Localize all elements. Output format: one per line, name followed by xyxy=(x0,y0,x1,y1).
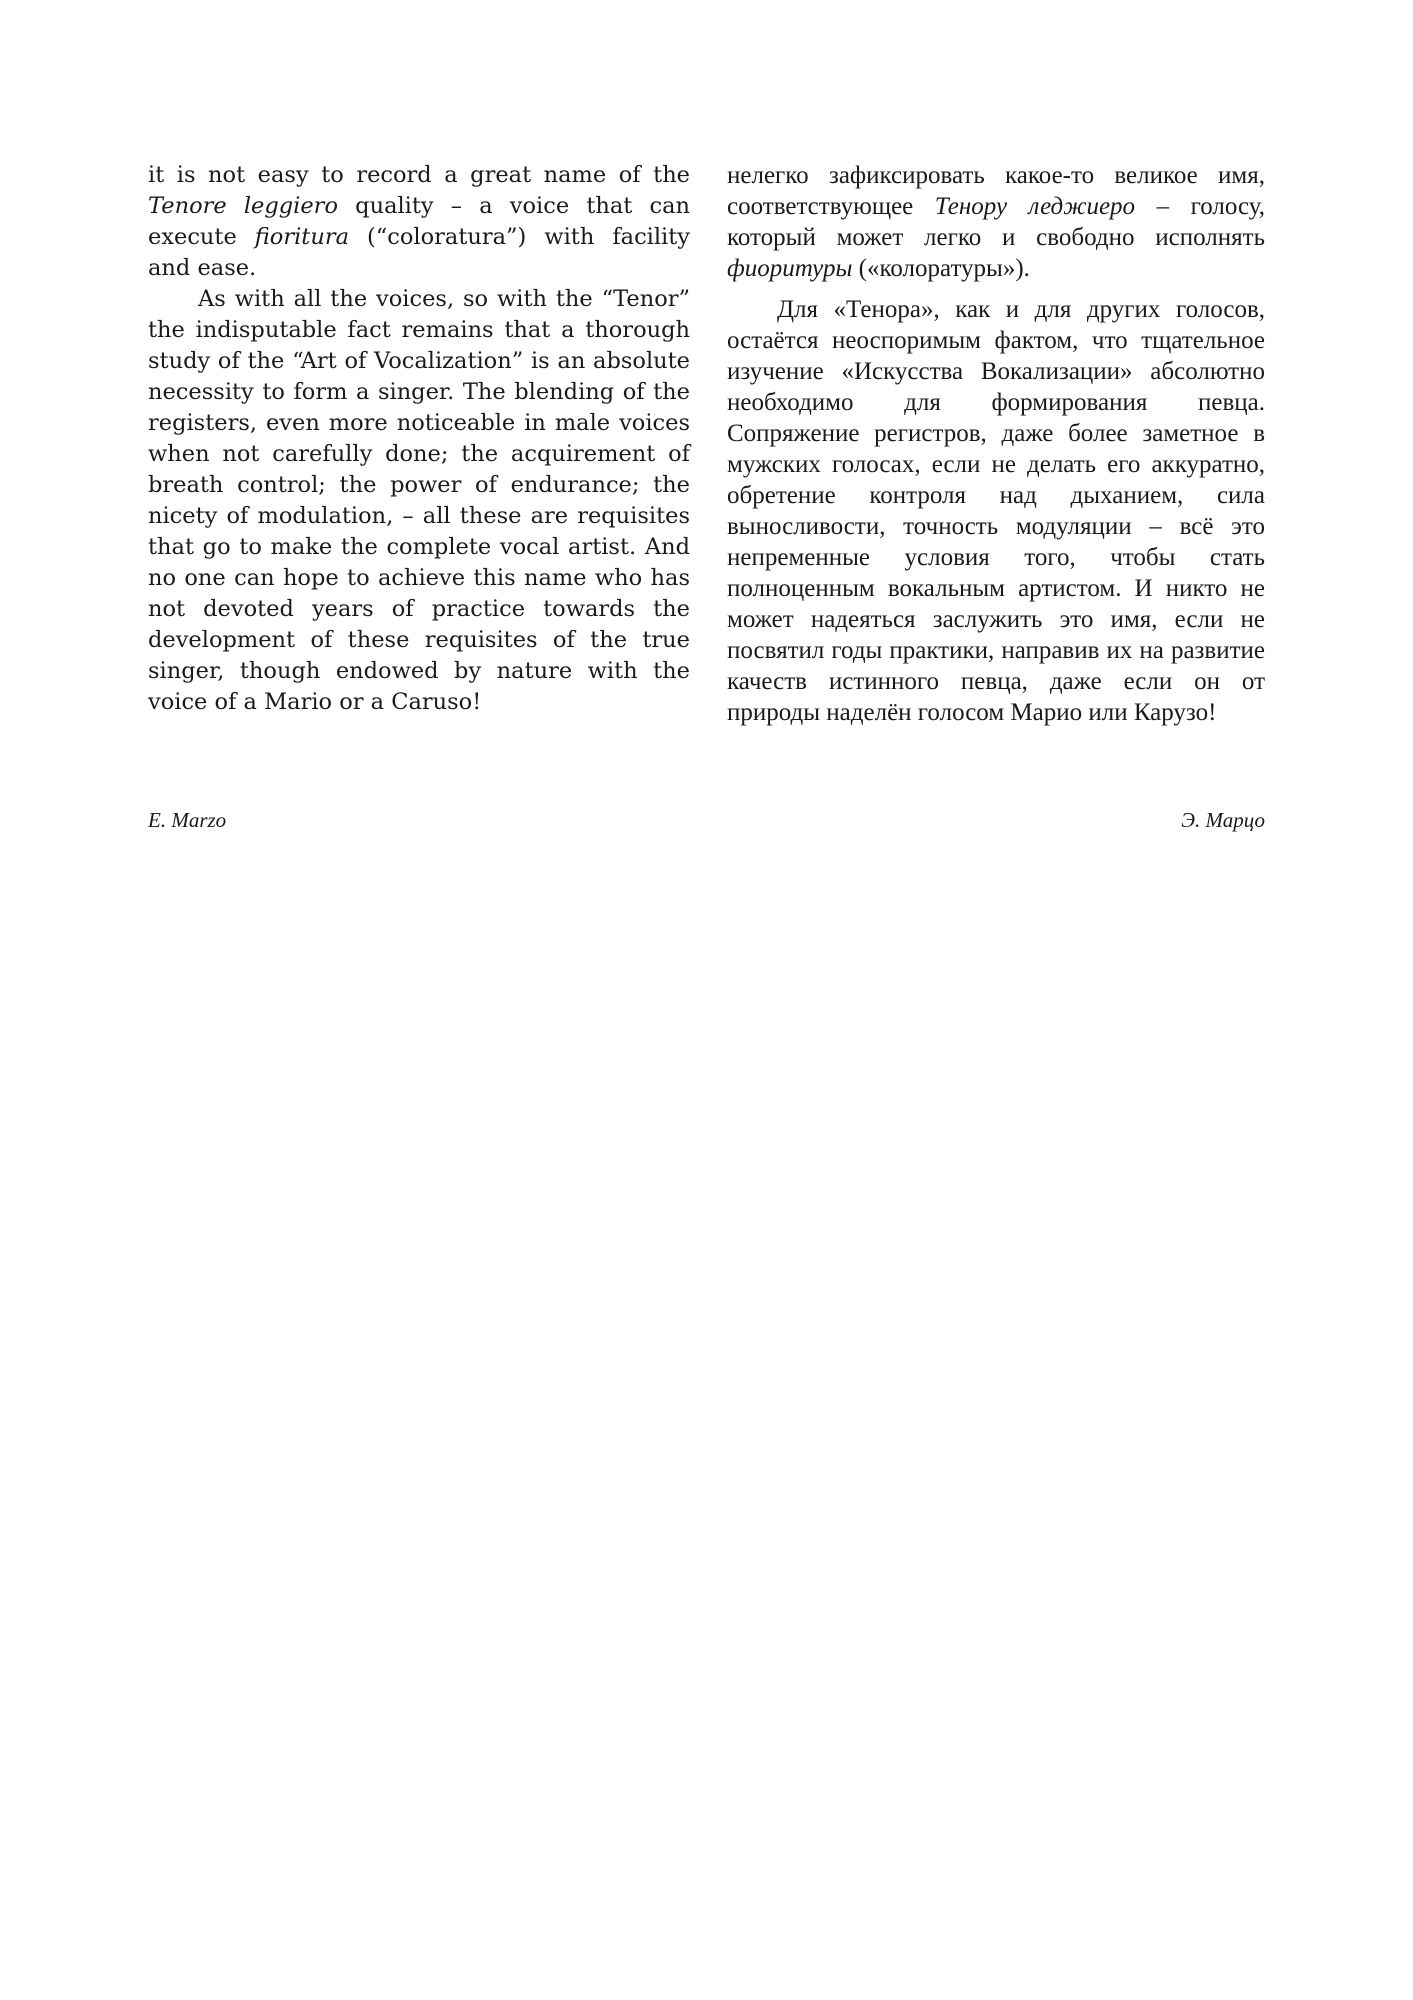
english-paragraph-1 xyxy=(148,160,690,284)
english-paragraph-2: As with all the voices, so with the “Tenor” the indisputable fact remains that a thorough study of the “Art of Vocalization” is an absolute necessity to form a singer. The blending of the registers, even more noticeable in male voices when not carefully done; the acquirement of breath control; the power of endurance; the nicety of modulation, – all these are requisites that go to make the complete vocal artist. And no one can hope to achieve this name who has not devoted years of practice towards the development of these requisites of the true singer, though endowed by nature with the voice of a Mario or a Caruso! xyxy=(148,286,690,715)
english-p1-italic-term-2: fioritura xyxy=(254,224,349,250)
russian-p1-italic-term-1: Тенору леджиеро xyxy=(934,193,1136,220)
english-p1-text-e: (“coloratura”) with facility and ease. xyxy=(148,224,691,281)
english-p1-text-a: it is not easy to record a great name of the xyxy=(148,162,690,188)
english-column xyxy=(148,160,690,718)
russian-p1-text-e: («колоратуры»). xyxy=(852,255,1030,282)
russian-p1-text-c: – голосу, который может легко и свободно исполнять xyxy=(727,193,1265,251)
russian-signature: Э. Марцо xyxy=(1181,808,1265,832)
russian-paragraph-2: Для «Тенора», как и для других голосов, остаётся неоспоримым фактом, что тщательное изучение «Искусства Вокализации» абсолютно необходимо для формирования певца. Сопряжение регистров, даже более заметное в мужских голосах, если не делать его аккуратно, обретение контроля над дыханием, сила выносливости, точность модуляции – всё это непременные условия того, чтобы стать полноценным вокальным артистом. И никто не может надеяться заслужить это имя, если не посвятил годы практики, направив их на развитие качеств истинного певца, даже если он от природы наделён голосом Марио или Карузо! xyxy=(727,296,1265,726)
russian-p1-text-a: нелегко зафиксировать какое-то великое имя, соответствующее xyxy=(727,162,1265,220)
english-signature: E. Marzo xyxy=(148,808,227,832)
english-p1-text-c: quality – a voice that can execute xyxy=(148,193,691,250)
russian-paragraph-1 xyxy=(727,160,1265,284)
english-p1-italic-term-1: Tenore leggiero xyxy=(148,193,338,219)
russian-column xyxy=(727,160,1265,728)
russian-p1-italic-term-2: фиоритуры xyxy=(727,255,853,282)
